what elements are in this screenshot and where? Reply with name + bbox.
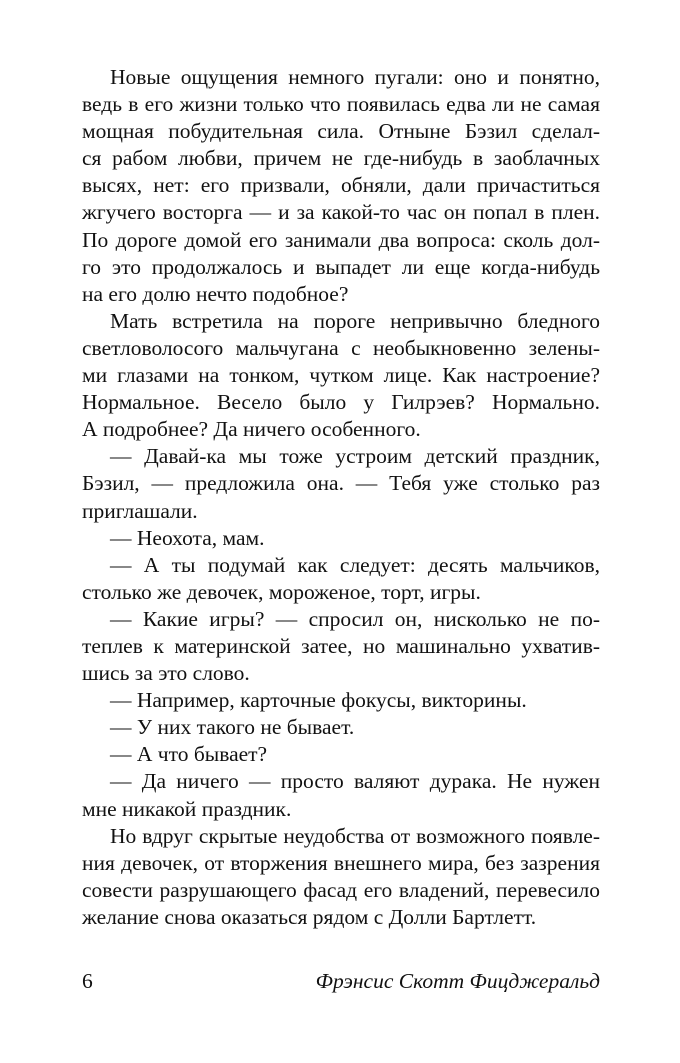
text-line: ми глазами на тонком, чутком лице. Как настроение? [82,363,600,388]
text-line: Но вдруг скрытые неудобства от возможного появле- [110,823,600,848]
text-line: — А ты подумай как следует: десять мальчиков, [110,552,600,577]
text-line: жгучего восторга — и за какой-то час он попал в плен. [82,200,600,225]
text-line: — Неохота, мам. [110,525,265,550]
paragraph-8 [82,714,600,741]
text-line: мощная побудительная сила. Отныне Бэзил сделал- [82,119,600,144]
text-line: — Да ничего — просто валяют дурака. Не нужен [110,769,600,794]
text-line: — А что бывает? [110,742,268,767]
text-line: Нормальное. Весело было у Гилрэев? Нормально. [82,390,600,415]
paragraph-11 [82,823,600,931]
text-line: — Давай-ка мы тоже устроим детский праздник, [110,444,600,469]
paragraph-6 [82,606,600,687]
page-footer [82,969,600,999]
text-line: Новые ощущения немного пугали: оно и понятно, [110,65,600,89]
paragraph-1 [82,64,600,308]
paragraph-2 [82,308,600,443]
text-line: — Например, карточные фокусы, викторины. [110,688,527,713]
text-line: на его долю нечто подобное? [82,281,349,306]
text-line: приглашали. [82,498,198,523]
text-line: высях, нет: его призвали, обняли, дали причаститься [82,173,600,198]
text-line: совести разрушающего фасад его владений, перевесило [82,877,600,902]
paragraph-9 [82,741,600,768]
text-line: светловолосого мальчугана с необыкновенно зелены- [82,335,600,360]
text-line: — У них такого не бывает. [110,715,355,740]
text-line: ся рабом любви, причем не где-нибудь в заоблачных [82,146,600,171]
text-line: — Какие игры? — спросил он, нисколько не по- [110,606,600,631]
text-line: мне никакой праздник. [82,796,292,821]
text-line: желание снова оказаться рядом с Долли Бартлетт. [82,904,537,929]
text-line: шись за это слово. [82,661,250,686]
text-line: го это продолжалось и выпадет ли еще когда-нибудь [82,254,600,279]
running-footer-author: Фрэнсис Скотт Фицджеральд [315,969,600,993]
page-body [82,64,600,931]
text-line: столько же девочек, мороженое, торт, игры. [82,579,481,604]
text-line: Бэзил, — предложила она. — Тебя уже столько раз [82,471,600,496]
paragraph-5 [82,552,600,606]
text-line: ния девочек, от вторжения внешнего мира, без зазрения [82,850,600,875]
text-line: А подробнее? Да ничего особенного. [82,417,421,442]
paragraph-7 [82,687,600,714]
text-line: Мать встретила на пороге непривычно бледного [110,308,600,333]
paragraph-10 [82,768,600,822]
text-line: По дороге домой его занимали два вопроса: сколь дол- [82,227,600,252]
text-line: теплев к материнской затее, но машинально ухватив- [82,633,600,658]
text-line: ведь в его жизни только что появилась едва ли не самая [82,92,600,117]
page-number: 6 [82,969,93,993]
paragraph-3 [82,443,600,524]
paragraph-4 [82,525,600,552]
